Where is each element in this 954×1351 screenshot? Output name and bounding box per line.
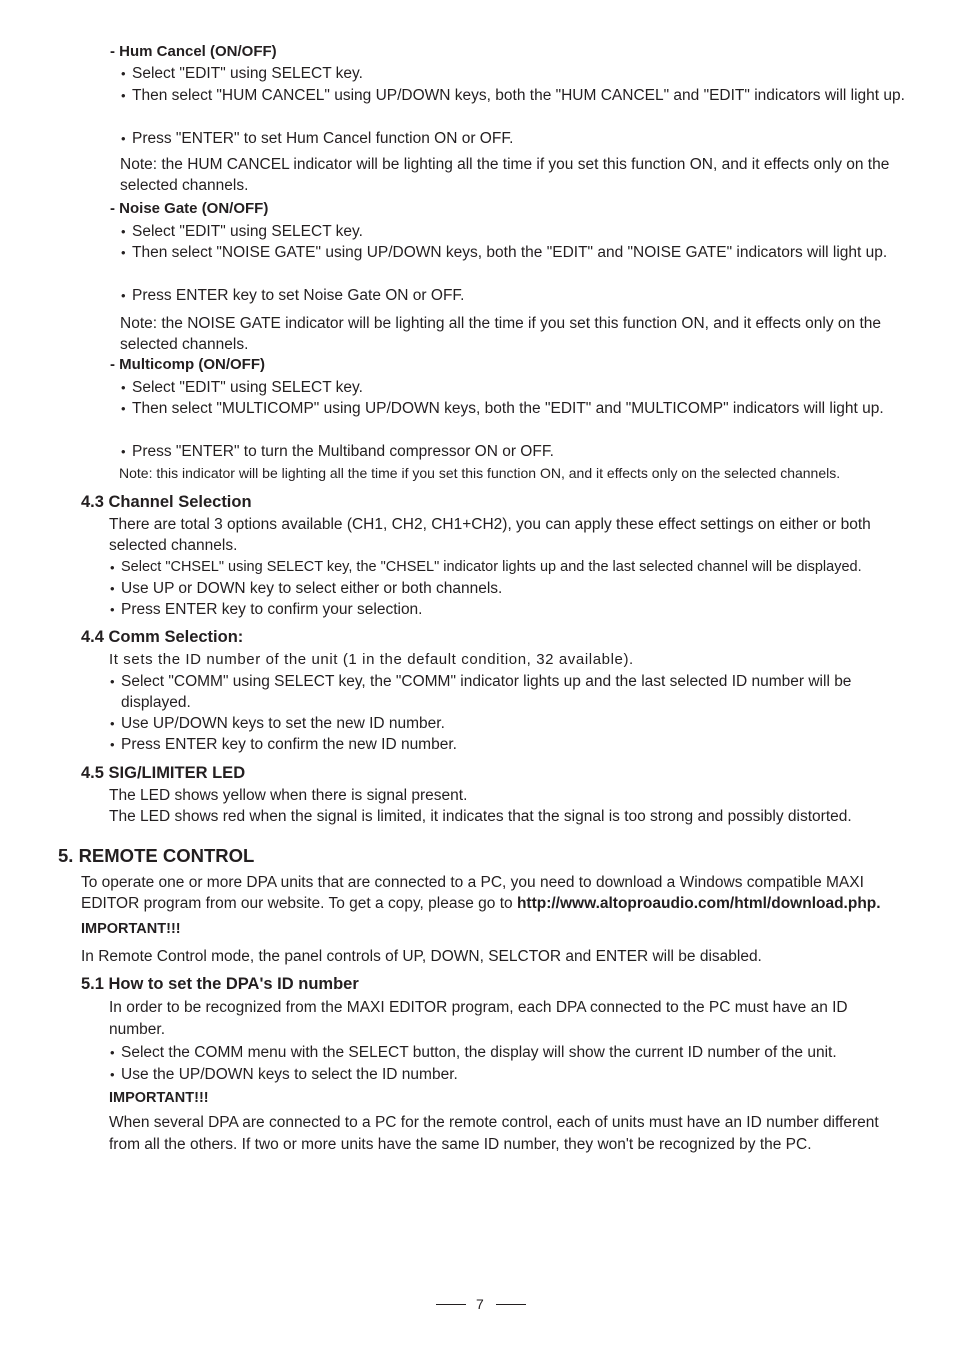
- section-4-4-intro: It sets the ID number of the unit (1 in the default condition, 32 available).: [109, 651, 634, 668]
- section-5-1-body: When several DPA are connected to a PC for the remote control, each of units must have an ID number different from all the others. If two or more units have the same ID number, they won't be recognized by the PC.: [109, 1114, 879, 1153]
- noise-gate-heading: - Noise Gate (ON/OFF): [110, 200, 269, 217]
- multi-bullet-2: • Then select "MULTICOMP" using UP/DOWN keys, both the "EDIT" and "MULTICOMP" indicators will light up.: [121, 400, 884, 417]
- gate-bullet-3: • Press ENTER key to set Noise Gate ON or OFF.: [121, 287, 465, 304]
- download-url: http://www.altoproaudio.com/html/download.php.: [516, 895, 881, 912]
- bullet-icon: •: [121, 380, 126, 395]
- multi-bullet-1: • Select "EDIT" using SELECT key.: [121, 379, 363, 396]
- s43-bullet-2: • Use UP or DOWN key to select either or both channels.: [110, 580, 503, 597]
- section-4-3-intro: There are total 3 options available (CH1, CH2, CH1+CH2), you can apply these effect settings on either or both selected channels.: [109, 516, 871, 554]
- s43-bullet-3: • Press ENTER key to confirm your selection.: [110, 601, 423, 618]
- multi-bullet-3: • Press "ENTER" to turn the Multiband compressor ON or OFF.: [121, 443, 554, 460]
- hum-bullet-3: • Press "ENTER" to set Hum Cancel function ON or OFF.: [121, 130, 514, 147]
- bullet-icon: •: [110, 1045, 115, 1060]
- page-rule-right: [496, 1304, 526, 1305]
- hum-cancel-heading: - Hum Cancel (ON/OFF): [110, 43, 277, 60]
- hum-bullet-1: • Select "EDIT" using SELECT key.: [121, 65, 363, 82]
- section-5-remote-note: In Remote Control mode, the panel controls of UP, DOWN, SELCTOR and ENTER will be disabled.: [81, 948, 762, 965]
- bullet-icon: •: [110, 737, 115, 752]
- section-5-intro: To operate one or more DPA units that are connected to a PC, you need to download a Windows compatible MAXI EDITOR program from our website. To get a copy, please go to http://www.altoproaudio.com/html/download.php.: [81, 874, 881, 912]
- page-rule-left: [436, 1304, 466, 1305]
- gate-note: Note: the NOISE GATE indicator will be lighting all the time if you set this function ON, and it effects only on the selected channels.: [120, 315, 882, 353]
- section-4-3-heading: 4.3 Channel Selection: [81, 493, 252, 511]
- bullet-icon: •: [110, 716, 115, 731]
- s51-bullet-1: • Select the COMM menu with the SELECT button, the display will show the current ID number of the unit.: [110, 1044, 837, 1061]
- s51-bullet-2: • Use the UP/DOWN keys to select the ID number.: [110, 1066, 458, 1083]
- section-5-important: IMPORTANT!!!: [81, 921, 181, 937]
- bullet-icon: •: [121, 245, 126, 260]
- bullet-icon: •: [121, 131, 126, 146]
- gate-bullet-1: • Select "EDIT" using SELECT key.: [121, 223, 363, 240]
- bullet-icon: •: [121, 444, 126, 459]
- section-5-1-intro: In order to be recognized from the MAXI EDITOR program, each DPA connected to the PC must have an ID number.: [109, 999, 848, 1038]
- section-5-1-important: IMPORTANT!!!: [109, 1090, 209, 1106]
- s43-bullet-1: • Select "CHSEL" using SELECT key, the "CHSEL" indicator lights up and the last selected channel will be displayed.: [110, 559, 862, 575]
- section-5-heading: 5. REMOTE CONTROL: [58, 845, 255, 866]
- section-4-5-heading: 4.5 SIG/LIMITER LED: [81, 764, 246, 782]
- section-4-5-line-1: The LED shows yellow when there is signal present.: [109, 787, 468, 804]
- bullet-icon: •: [121, 88, 126, 103]
- bullet-icon: •: [121, 401, 126, 416]
- page-number: 7: [476, 1296, 484, 1312]
- hum-bullet-2: • Then select "HUM CANCEL" using UP/DOWN keys, both the "HUM CANCEL" and "EDIT" indicators will light up.: [121, 87, 905, 104]
- s44-bullet-1: • Select "COMM" using SELECT key, the "COMM" indicator lights up and the last selected ID number will be displayed.: [110, 673, 852, 711]
- bullet-icon: •: [110, 602, 115, 617]
- bullet-icon: •: [121, 224, 126, 239]
- section-5-1-heading: 5.1 How to set the DPA's ID number: [81, 975, 359, 993]
- s44-bullet-3: • Press ENTER key to confirm the new ID number.: [110, 736, 457, 753]
- s44-bullet-2: • Use UP/DOWN keys to set the new ID number.: [110, 715, 445, 732]
- bullet-icon: •: [121, 288, 126, 303]
- bullet-icon: •: [110, 560, 115, 575]
- hum-note: Note: the HUM CANCEL indicator will be lighting all the time if you set this function ON, and it effects only on the selected channels.: [120, 156, 890, 194]
- bullet-icon: •: [110, 581, 115, 596]
- section-4-5-line-2: The LED shows red when the signal is limited, it indicates that the signal is too strong and possibly distorted.: [109, 808, 852, 825]
- multicomp-heading: - Multicomp (ON/OFF): [110, 356, 265, 373]
- bullet-icon: •: [110, 1067, 115, 1082]
- gate-bullet-2: • Then select "NOISE GATE" using UP/DOWN keys, both the "EDIT" and "NOISE GATE" indicators will light up.: [121, 244, 888, 261]
- bullet-icon: •: [110, 674, 115, 689]
- section-4-4-heading: 4.4 Comm Selection:: [81, 628, 244, 646]
- bullet-icon: •: [121, 66, 126, 81]
- multi-note: Note: this indicator will be lighting all the time if you set this function ON, and it effects only on the selected channels.: [119, 465, 841, 481]
